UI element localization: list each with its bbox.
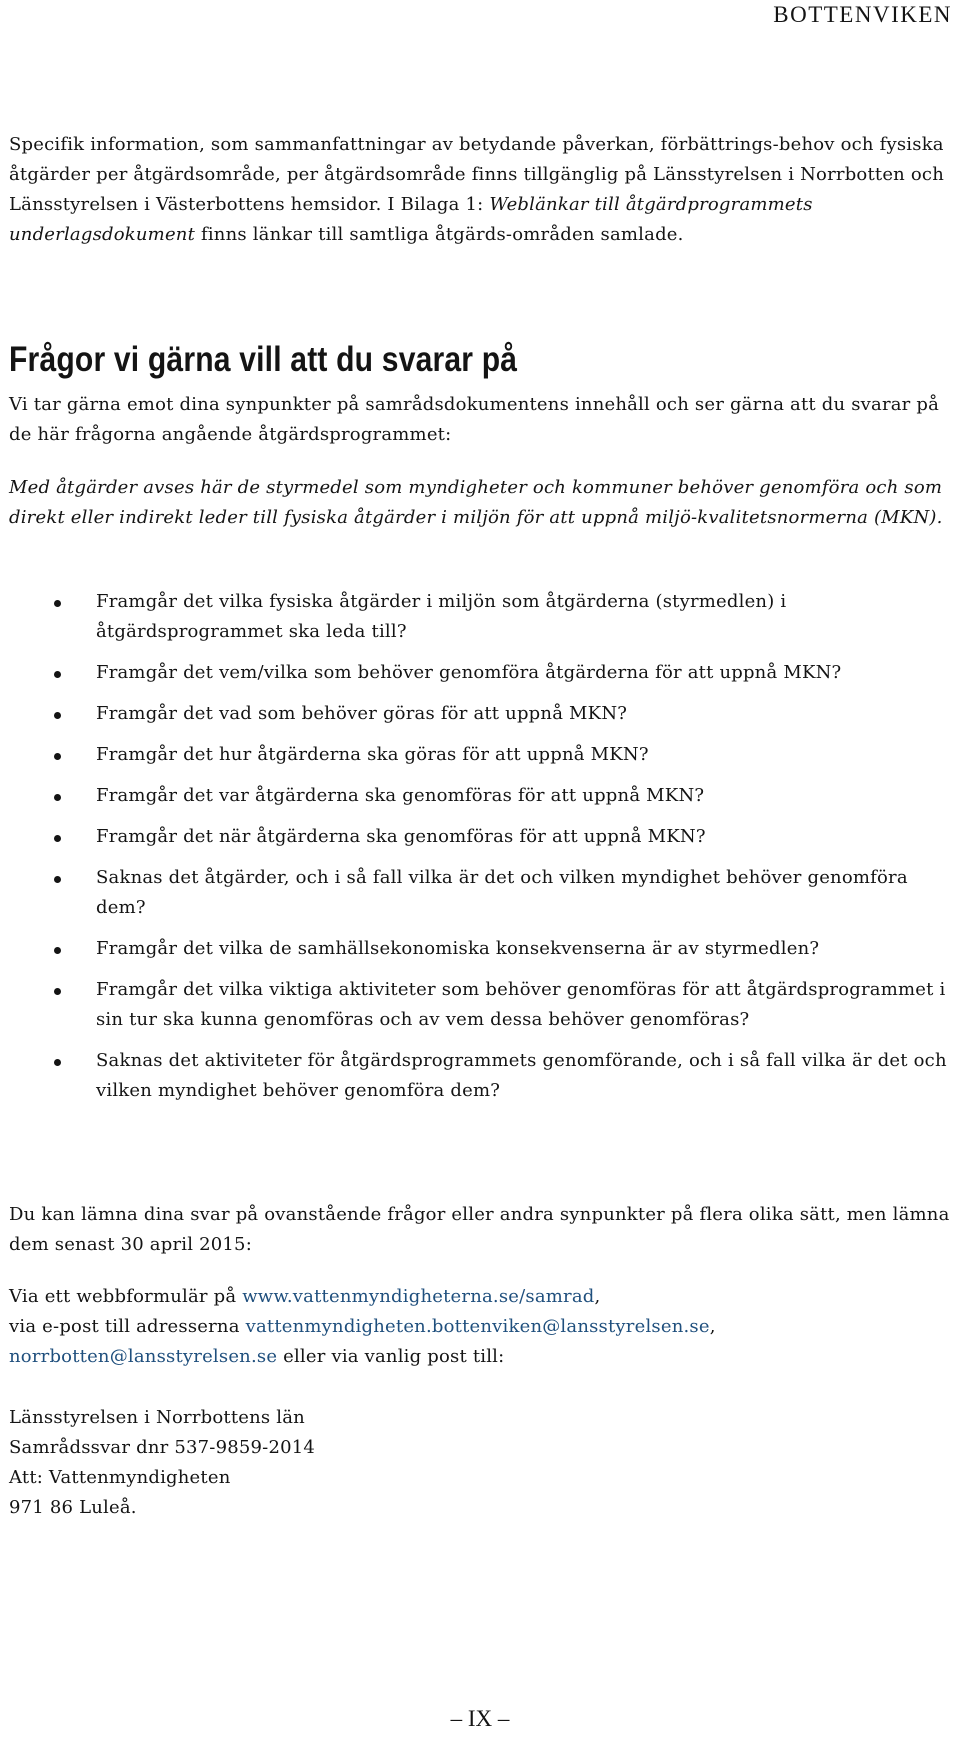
address-line: Samrådssvar dnr 537-9859-2014 — [9, 1437, 316, 1458]
web-prefix: Via ett webbformulär på — [9, 1286, 243, 1307]
email-separator: , — [709, 1316, 716, 1337]
question-list — [9, 587, 954, 1117]
question-item — [9, 587, 954, 647]
answer-text: Du kan lämna dina svar på ovanstående frågor eller andra synpunkter på flera olika sätt, men lämna dem senast 30 april 2015: — [9, 1204, 950, 1255]
bullet-icon — [54, 794, 61, 801]
bullet-icon — [54, 835, 61, 842]
question-text: Framgår det vad som behöver göras för att uppnå MKN? — [96, 703, 628, 724]
section-heading: Frågor vi gärna vill att du svarar på — [9, 340, 518, 379]
bullet-icon — [54, 1059, 61, 1066]
intro-italic-title: Weblänkar till åtgärdprogrammets underlagsdokument — [9, 194, 813, 245]
question-item — [9, 863, 954, 923]
address-line: Länsstyrelsen i Norrbottens län — [9, 1407, 305, 1428]
question-text: Framgår det vilka viktiga aktiviteter som behöver genomföras för att åtgärdsprogrammet i sin tur ska kunna genomföras och av vem dessa behöver genomföras? — [96, 979, 946, 1030]
question-text: Framgår det vem/vilka som behöver genomföra åtgärderna för att uppnå MKN? — [96, 662, 842, 683]
intro-text-a: Specifik information, som sammanfattningar av betydande påverkan, förbättrings-behov och fysiska åtgärder per åtgärdsområde, per åtgärdsområde finns tillgänglig på Länsstyrelsen i Norrbotten och Länsstyrelsen i Västerbottens hemsidor. I Bilaga 1: — [9, 134, 945, 215]
bullet-icon — [54, 876, 61, 883]
address-line: Att: Vattenmyndigheten — [9, 1467, 231, 1488]
web-suffix: , — [594, 1286, 601, 1307]
address-line: 971 86 Luleå. — [9, 1497, 137, 1518]
definition-text: Med åtgärder avses här de styrmedel som myndigheter och kommuner behöver genomföra och som direkt eller indirekt leder till fysiska åtgärder i miljön för att uppnå miljö-kvalitetsnormerna (MKN). — [9, 477, 943, 528]
question-text: Framgår det när åtgärderna ska genomföras för att uppnå MKN? — [96, 826, 706, 847]
question-item — [9, 1046, 954, 1106]
bullet-icon — [54, 712, 61, 719]
question-item — [9, 975, 954, 1035]
bullet-icon — [54, 988, 61, 995]
answer-paragraph — [9, 1200, 954, 1260]
question-item — [9, 934, 954, 964]
bullet-icon — [54, 671, 61, 678]
intro-paragraph — [9, 130, 954, 250]
email-link-norrbotten[interactable]: norrbotten@lansstyrelsen.se — [9, 1346, 278, 1367]
question-item — [9, 781, 954, 811]
question-text: Framgår det hur åtgärderna ska göras för att uppnå MKN? — [96, 744, 649, 765]
lead-text: Vi tar gärna emot dina synpunkter på samrådsdokumentens innehåll och ser gärna att du svarar på de här frågorna angående åtgärdsprogrammet: — [9, 394, 940, 445]
web-form-link[interactable]: www.vattenmyndigheterna.se/samrad — [242, 1286, 595, 1307]
question-item — [9, 740, 954, 770]
page-number: – IX – — [450, 1706, 510, 1731]
lead-paragraph — [9, 390, 954, 450]
postal-address — [9, 1403, 954, 1523]
question-text: Saknas det åtgärder, och i så fall vilka är det och vilken myndighet behöver genomföra dem? — [96, 867, 908, 918]
email-link-bottenviken[interactable]: vattenmyndigheten.bottenviken@lansstyrelsen.se — [245, 1316, 710, 1337]
question-text: Framgår det var åtgärderna ska genomföras för att uppnå MKN? — [96, 785, 705, 806]
email-prefix: via e-post till adresserna — [9, 1316, 246, 1337]
contact-channels — [9, 1282, 954, 1372]
question-text: Framgår det vilka fysiska åtgärder i miljön som åtgärderna (styrmedlen) i åtgärdsprogrammet ska leda till? — [96, 591, 787, 642]
question-text: Saknas det aktiviteter för åtgärdsprogrammets genomförande, och i så fall vilka är det och vilken myndighet behöver genomföra dem? — [96, 1050, 947, 1101]
post-suffix: eller via vanlig post till: — [277, 1346, 505, 1367]
definition-paragraph — [9, 473, 954, 533]
running-head: BOTTENVIKEN — [773, 2, 952, 27]
question-item — [9, 699, 954, 729]
intro-text-b: finns länkar till samtliga åtgärds-områden samlade. — [195, 224, 684, 245]
question-text: Framgår det vilka de samhällsekonomiska konsekvenserna är av styrmedlen? — [96, 938, 820, 959]
bullet-icon — [54, 753, 61, 760]
bullet-icon — [54, 947, 61, 954]
question-item — [9, 658, 954, 688]
bullet-icon — [54, 600, 61, 607]
question-item — [9, 822, 954, 852]
